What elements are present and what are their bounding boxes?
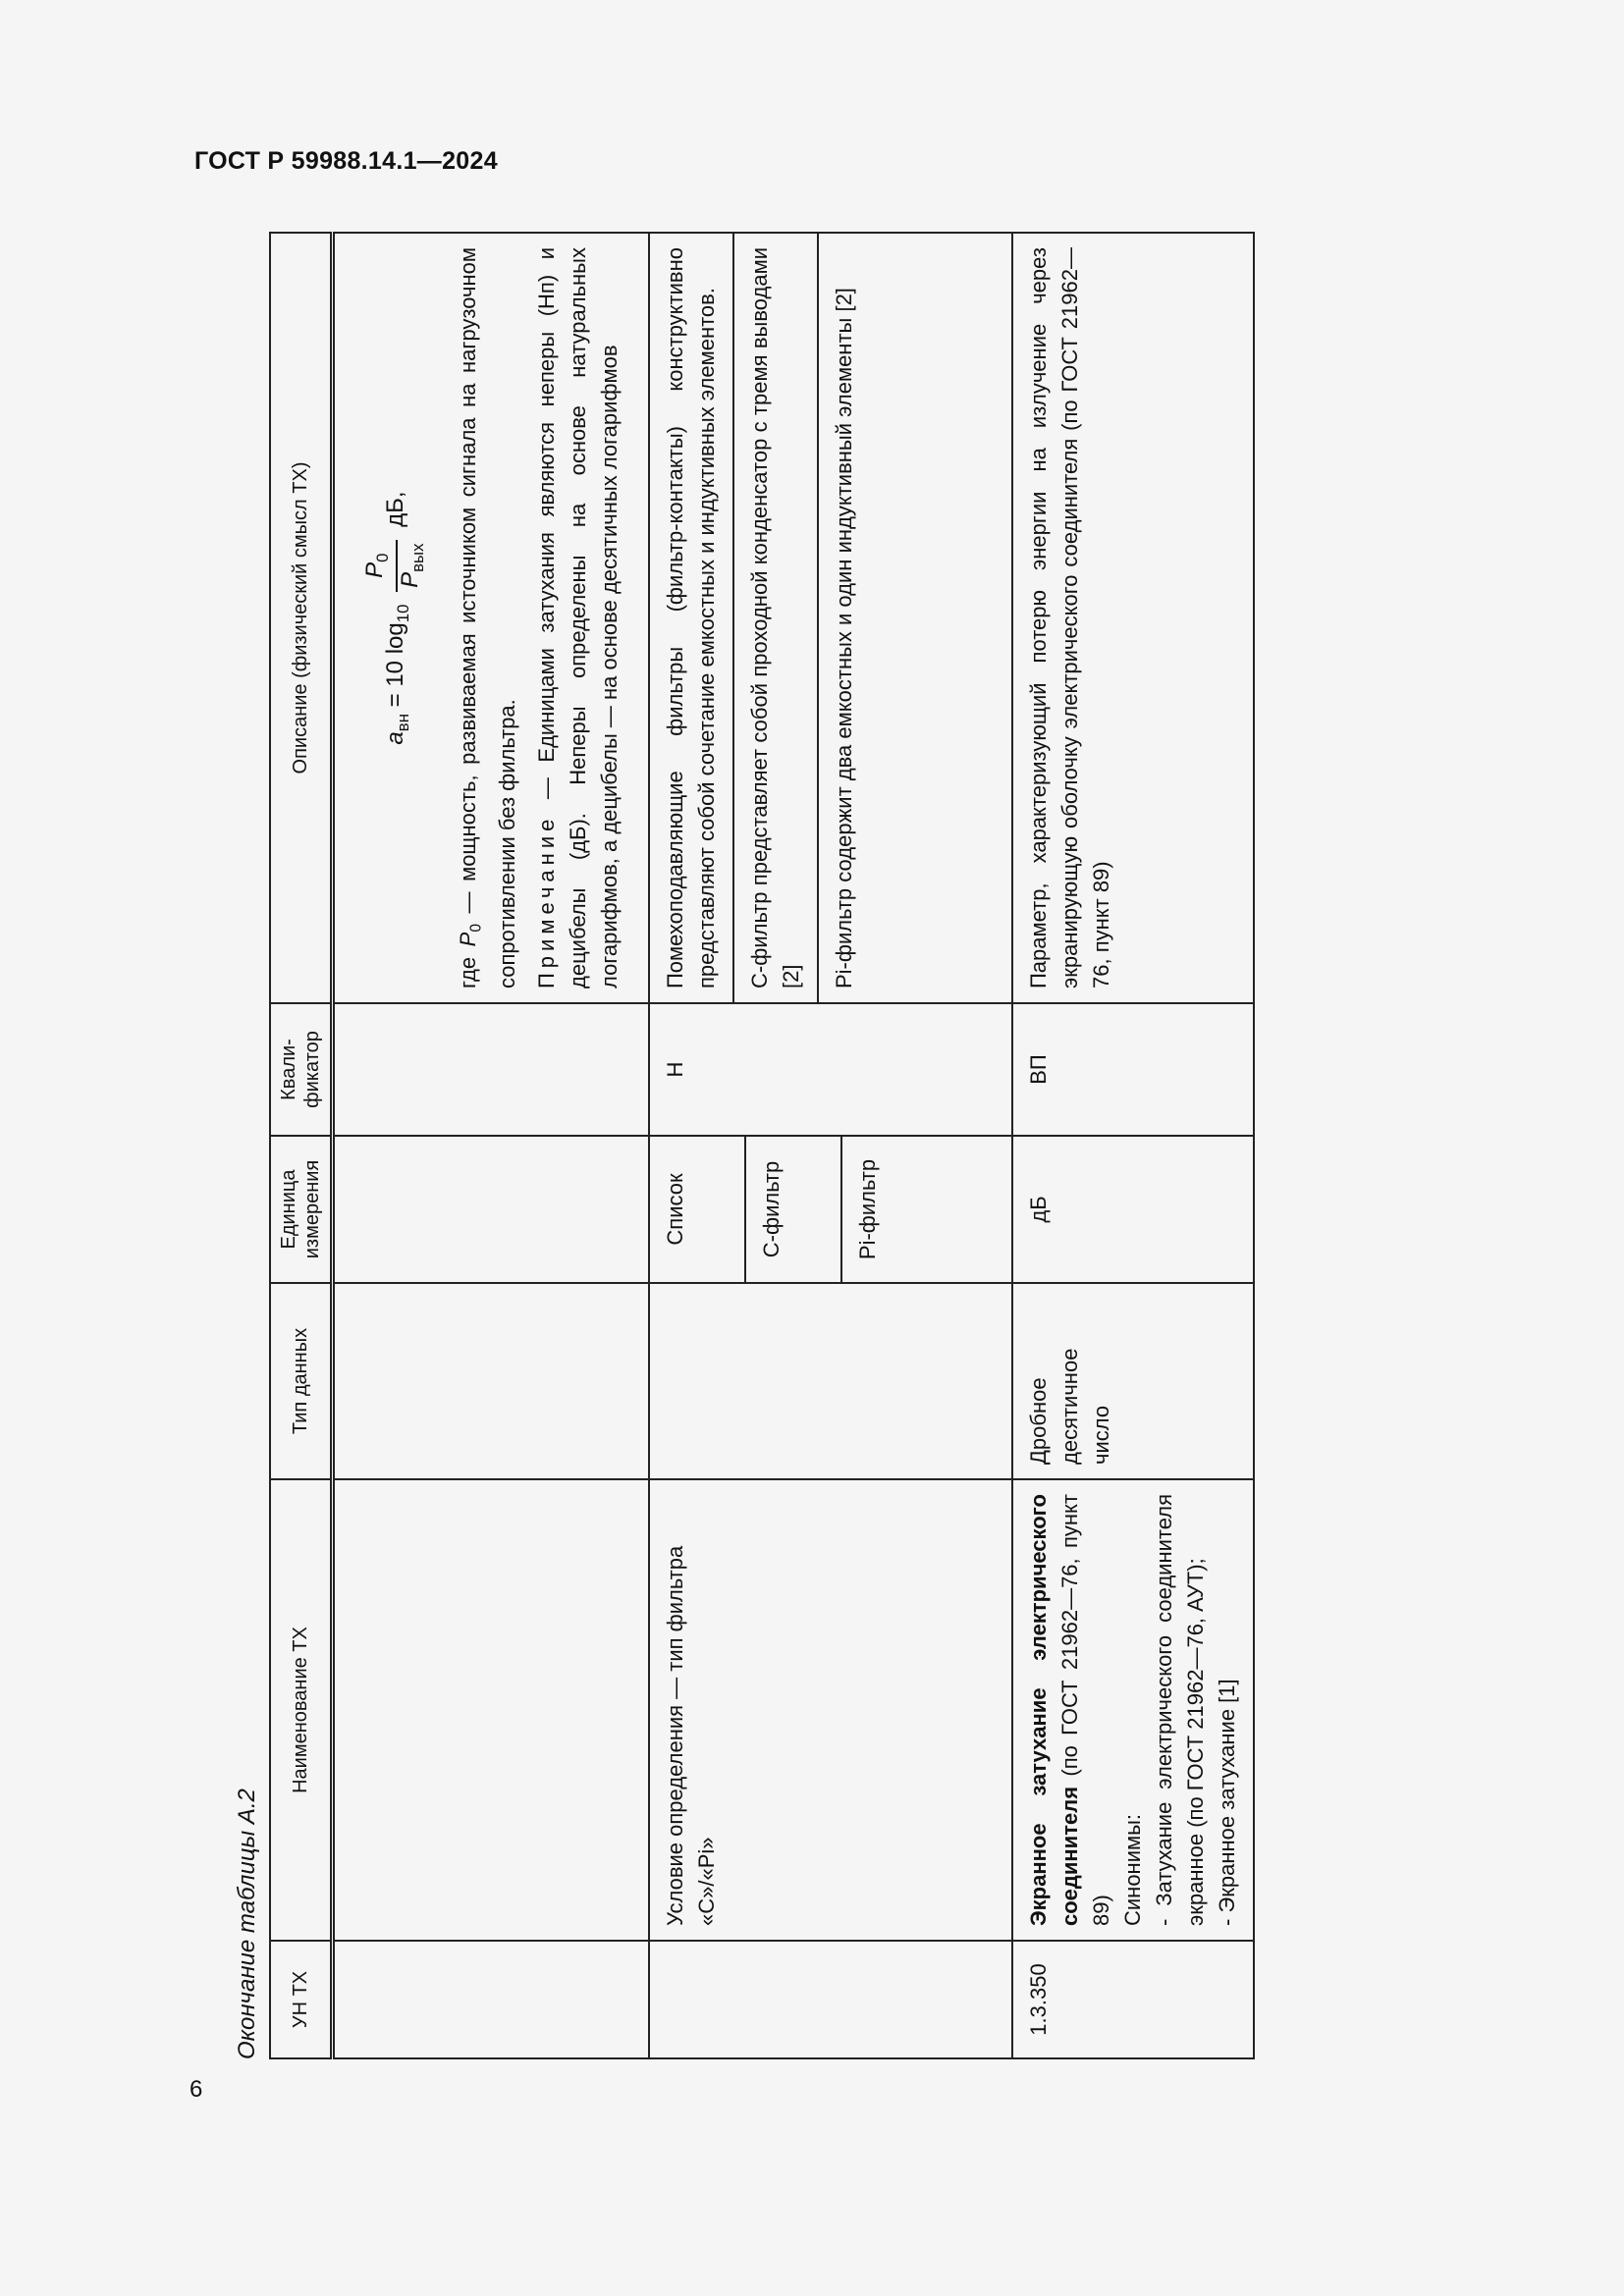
unit-cell: дБ [1012, 1136, 1254, 1283]
table-row [649, 233, 1012, 2058]
formula-where-text: где $P_0$ — мощность, развиваемая источником сигнала на нагрузочном сопротивлении без фильтра. [455, 247, 519, 988]
filter-unit-cell [649, 1136, 1012, 1283]
table-row [333, 233, 649, 2058]
unit-list: Список [662, 1173, 687, 1246]
col-header-qualifier: Квали-фикатор [270, 1003, 333, 1136]
filter-desc-general: Помехоподавляющие фильтры (фильтр-контакты) конструктивно представляют собой сочетание емкостных и индуктивных элементов. [662, 247, 719, 988]
qualifier-cell: ВП [1012, 1003, 1254, 1136]
formula-fraction: $P_0$ $P_{вых}$ [362, 540, 431, 592]
name-cell: Экранное затухание электрического соединителя (по ГОСТ 21962—76, пункт 89) Синонимы: - Затухание электрического соединителя экранное (по ГОСТ 21962—76, АУТ); - Экранное затухание [1] [1012, 1479, 1254, 1941]
rotated-table-area [228, 224, 1239, 2059]
attenuation-formula: $a_{вн} = 10$ $\log_{10}$ $P_0$ $P_{вых}$ дБ, [345, 247, 453, 988]
col-header-name: Наименование ТХ [270, 1479, 333, 1941]
col-header-dtype: Тип данных [270, 1283, 333, 1479]
table-header-row [270, 233, 333, 2058]
col-header-un: УН ТХ [270, 1941, 333, 2058]
page-number: 6 [189, 2076, 203, 2103]
un-cell: 1.3.350 [1012, 1941, 1254, 2058]
filter-desc-pi: Pi-фильтр содержит два емкостных и один индуктивный элементы [2] [817, 234, 860, 1002]
unit-pi-filter: Pi-фильтр [840, 1137, 884, 1282]
attribute-table [269, 232, 1255, 2059]
table-caption: Окончание таблицы А.2 [234, 1789, 260, 2059]
col-header-unit: Единица измерения [270, 1136, 333, 1283]
filter-description-cell [649, 233, 1012, 1003]
col-header-description: Описание (физический смысл ТХ) [270, 233, 333, 1003]
description-cell: Параметр, характеризующий потерю энергии на излучение через экранирующую оболочку электрического соединителя (по ГОСТ 21962—76, пункт 89) [1012, 233, 1254, 1003]
description-cell [333, 233, 649, 1003]
condition-name-cell: Условие определения — тип фильтра «С»/«Pi» [649, 1479, 1012, 1941]
filter-desc-c: С-фильтр представляет собой проходной конденсатор с тремя выводами [2] [732, 234, 807, 1002]
document-header: ГОСТ Р 59988.14.1—2024 [194, 147, 498, 175]
note-text: Примечание — Единицами затухания являются неперы (Нп) и децибелы (дБ). Неперы определены на основе натуральных логарифмов, а децибелы — на основе десятичных логарифмов [533, 247, 622, 988]
table-row [1012, 233, 1254, 2058]
unit-c-filter: С-фильтр [744, 1137, 787, 1282]
dtype-cell: Дробное десятичное число [1012, 1283, 1254, 1479]
qualifier-cell: Н [649, 1003, 1012, 1136]
